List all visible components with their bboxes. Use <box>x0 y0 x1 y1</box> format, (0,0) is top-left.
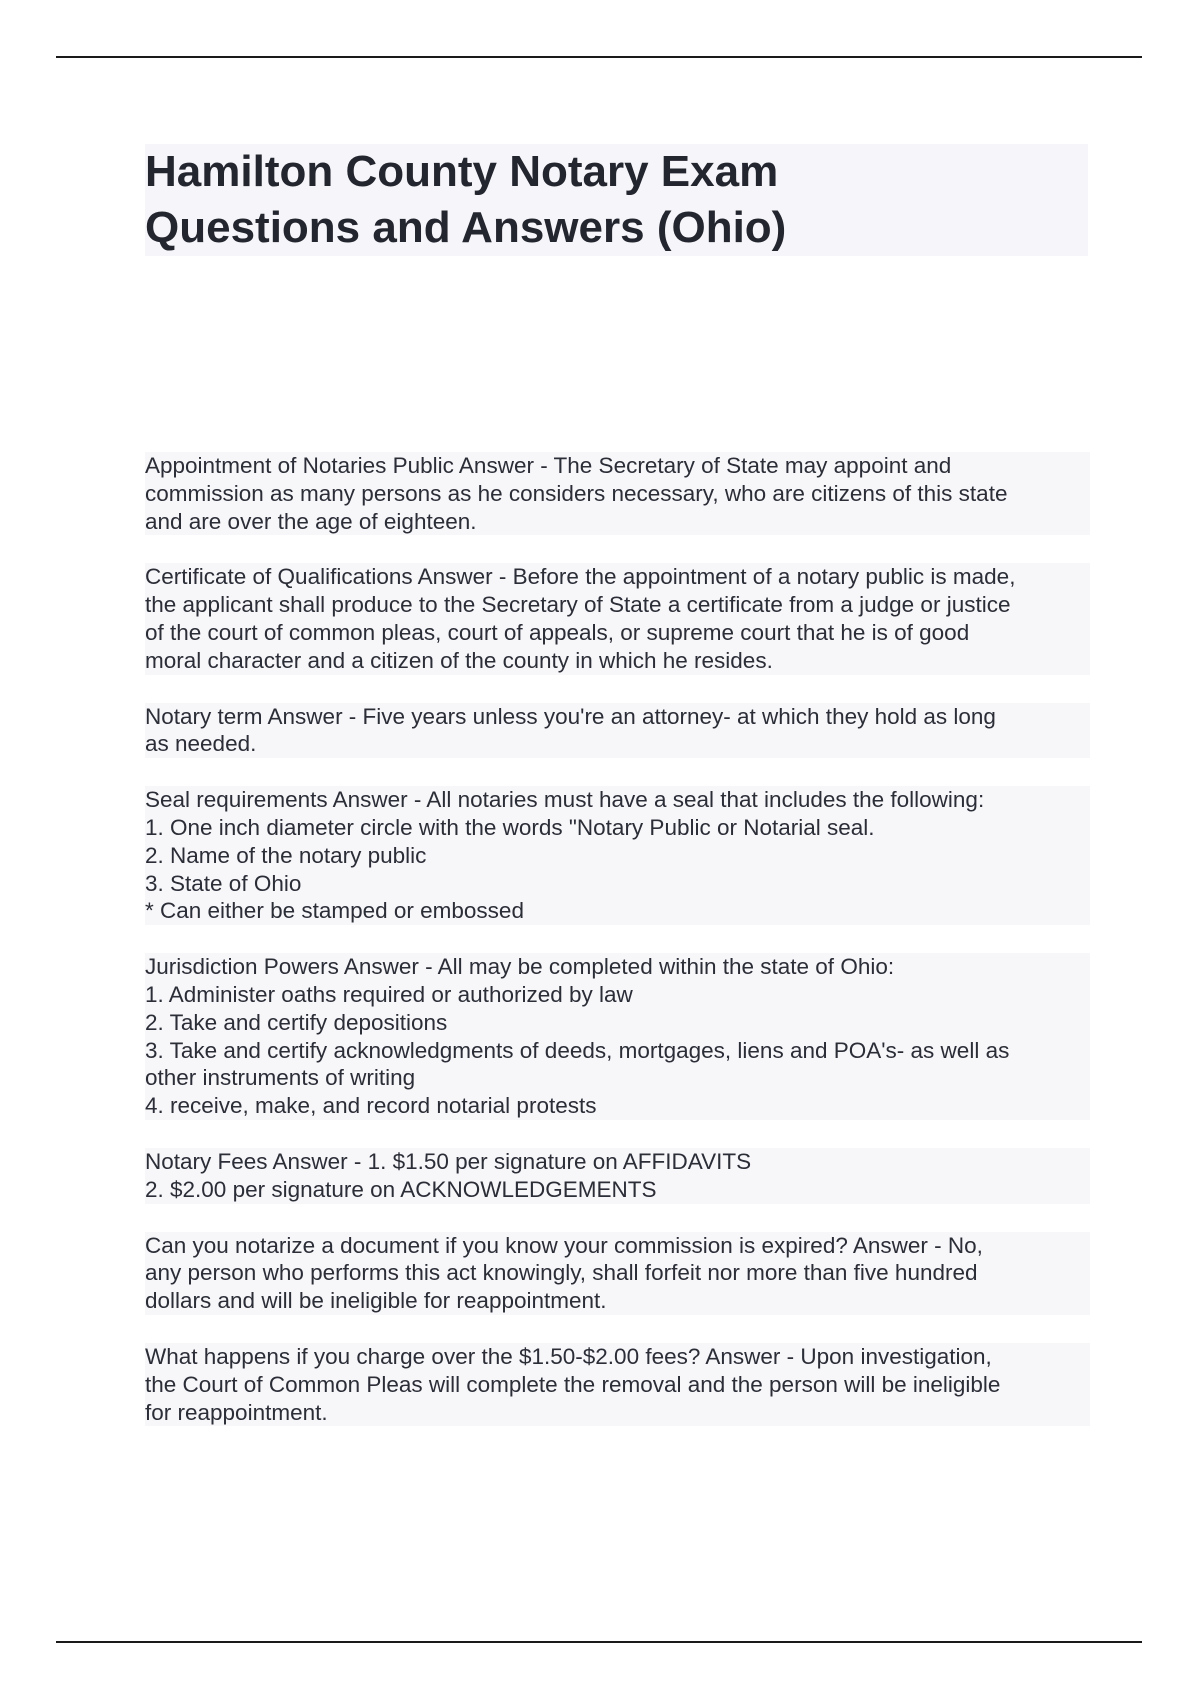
qa-line: the applicant shall produce to the Secretary of State a certificate from a judge or justice <box>145 592 1011 618</box>
qa-entry-term <box>145 703 1090 759</box>
qa-line: of the court of common pleas, court of appeals, or supreme court that he is of good <box>145 619 970 645</box>
qa-line: 1. One inch diameter circle with the words "Notary Public or Notarial seal. <box>145 814 875 840</box>
qa-line: What happens if you charge over the $1.50-$2.00 fees? Answer - Upon investigation, <box>145 1343 992 1369</box>
title-line: Hamilton County Notary Exam <box>145 147 779 196</box>
qa-entry-expired-commission <box>145 1232 1090 1315</box>
qa-line: Can you notarize a document if you know your commission is expired? Answer - No, <box>145 1232 983 1258</box>
qa-entry-certificate <box>145 563 1090 674</box>
qa-line: 4. receive, make, and record notarial protests <box>145 1093 597 1119</box>
qa-entry-overcharge <box>145 1343 1090 1426</box>
qa-line: commission as many persons as he considers necessary, who are citizens of this state <box>145 480 1008 506</box>
qa-line: for reappointment. <box>145 1399 328 1425</box>
bottom-divider <box>56 1641 1142 1643</box>
title-line: Questions and Answers (Ohio) <box>145 203 787 252</box>
qa-line: 3. State of Ohio <box>145 870 302 896</box>
qa-entry-seal <box>145 786 1090 925</box>
top-divider <box>56 56 1142 58</box>
qa-line: and are over the age of eighteen. <box>145 508 477 534</box>
page-title <box>145 144 1088 256</box>
qa-line: moral character and a citizen of the county in which he resides. <box>145 647 773 673</box>
qa-line: Notary Fees Answer - 1. $1.50 per signature on AFFIDAVITS <box>145 1148 752 1174</box>
qa-line: dollars and will be ineligible for reappointment. <box>145 1288 607 1314</box>
qa-list <box>145 452 1090 1454</box>
qa-line: the Court of Common Pleas will complete the removal and the person will be ineligible <box>145 1371 1001 1397</box>
qa-line: Certificate of Qualifications Answer - Before the appointment of a notary public is made, <box>145 564 1016 590</box>
qa-line: Appointment of Notaries Public Answer - The Secretary of State may appoint and <box>145 453 952 478</box>
qa-entry-fees <box>145 1148 1090 1204</box>
qa-line: Notary term Answer - Five years unless you're an attorney- at which they hold as long <box>145 703 996 729</box>
qa-entry-jurisdiction <box>145 953 1090 1120</box>
qa-entry-appointment <box>145 452 1090 535</box>
qa-line: * Can either be stamped or embossed <box>145 898 524 924</box>
qa-line: Jurisdiction Powers Answer - All may be completed within the state of Ohio: <box>145 954 895 980</box>
qa-line: 2. Take and certify depositions <box>145 1009 448 1035</box>
qa-line: Seal requirements Answer - All notaries must have a seal that includes the following: <box>145 787 985 813</box>
qa-line: 3. Take and certify acknowledgments of deeds, mortgages, liens and POA's- as well as <box>145 1037 1010 1063</box>
qa-line: 1. Administer oaths required or authorized by law <box>145 981 633 1007</box>
qa-line: other instruments of writing <box>145 1065 416 1091</box>
qa-line: 2. Name of the notary public <box>145 842 427 868</box>
qa-line: 2. $2.00 per signature on ACKNOWLEDGEMENTS <box>145 1176 657 1202</box>
qa-line: any person who performs this act knowingly, shall forfeit nor more than five hundred <box>145 1260 978 1286</box>
qa-line: as needed. <box>145 731 257 757</box>
